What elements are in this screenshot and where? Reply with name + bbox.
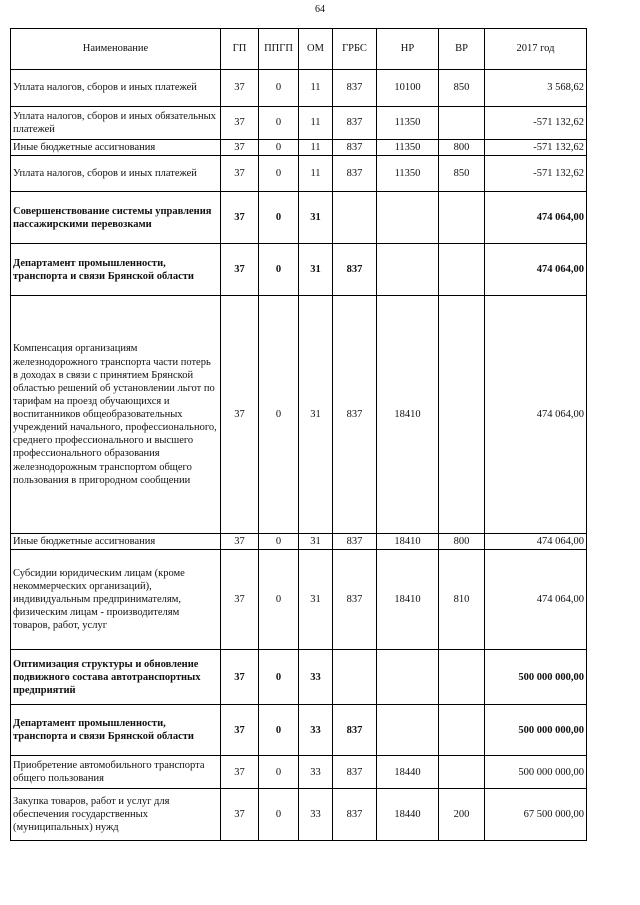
row-grbs: 837 — [333, 550, 377, 650]
row-np — [377, 705, 439, 756]
table-row — [11, 107, 587, 140]
budget-table — [10, 28, 587, 841]
row-pgp: 0 — [259, 534, 299, 550]
table-header-row — [11, 29, 587, 70]
row-amount: 500 000 000,00 — [485, 650, 587, 705]
row-name: Компенсация организациям железнодорожного транспорта части потерь в доходах в связи с принятием Брянской областью решений об установлении льгот по тарифам на проезд обучающихся и воспитанников общеобразовательных учреждений начального, профессионального, среднего профессионального и высшего профессионального образования железнодорожным транспортом общего пользования в пригородном сообщении — [11, 296, 221, 534]
row-name: Уплата налогов, сборов и иных платежей — [11, 70, 221, 107]
row-vr: 810 — [439, 550, 485, 650]
row-pgp: 0 — [259, 107, 299, 140]
row-gp: 37 — [221, 756, 259, 789]
row-vr — [439, 244, 485, 296]
row-pgp: 0 — [259, 650, 299, 705]
row-vr: 200 — [439, 789, 485, 841]
row-om: 33 — [299, 705, 333, 756]
table-row — [11, 156, 587, 192]
row-np: 11350 — [377, 156, 439, 192]
row-grbs: 837 — [333, 296, 377, 534]
row-name: Иные бюджетные ассигнования — [11, 140, 221, 156]
row-gp: 37 — [221, 705, 259, 756]
table-row — [11, 192, 587, 244]
row-pgp: 0 — [259, 192, 299, 244]
table-row — [11, 140, 587, 156]
row-gp: 37 — [221, 550, 259, 650]
table-row — [11, 789, 587, 841]
row-gp: 37 — [221, 70, 259, 107]
row-grbs — [333, 650, 377, 705]
row-pgp: 0 — [259, 70, 299, 107]
row-grbs — [333, 192, 377, 244]
row-np: 18440 — [377, 756, 439, 789]
table-row — [11, 756, 587, 789]
row-grbs: 837 — [333, 140, 377, 156]
row-np: 11350 — [377, 107, 439, 140]
header-np: НР — [377, 29, 439, 70]
row-pgp: 0 — [259, 705, 299, 756]
row-amount: 474 064,00 — [485, 550, 587, 650]
row-vr: 800 — [439, 140, 485, 156]
row-vr: 850 — [439, 156, 485, 192]
table-row — [11, 244, 587, 296]
row-om: 31 — [299, 192, 333, 244]
row-np: 18410 — [377, 296, 439, 534]
header-gp: ГП — [221, 29, 259, 70]
row-pgp: 0 — [259, 789, 299, 841]
row-om: 31 — [299, 534, 333, 550]
row-amount: -571 132,62 — [485, 156, 587, 192]
row-om: 11 — [299, 107, 333, 140]
row-om: 11 — [299, 70, 333, 107]
row-om: 31 — [299, 296, 333, 534]
header-vr: ВР — [439, 29, 485, 70]
row-np: 10100 — [377, 70, 439, 107]
row-om: 31 — [299, 244, 333, 296]
header-grbs: ГРБС — [333, 29, 377, 70]
row-np — [377, 192, 439, 244]
row-pgp: 0 — [259, 550, 299, 650]
row-gp: 37 — [221, 140, 259, 156]
row-vr — [439, 107, 485, 140]
row-pgp: 0 — [259, 156, 299, 192]
header-om: ОМ — [299, 29, 333, 70]
row-vr — [439, 650, 485, 705]
row-name: Субсидии юридическим лицам (кроме некоммерческих организаций), индивидуальным предпринимателям, физическим лицам - производителям товаров, работ, услуг — [11, 550, 221, 650]
row-np — [377, 244, 439, 296]
row-vr — [439, 192, 485, 244]
row-pgp: 0 — [259, 140, 299, 156]
row-grbs: 837 — [333, 156, 377, 192]
row-grbs: 837 — [333, 789, 377, 841]
row-amount: -571 132,62 — [485, 140, 587, 156]
row-amount: 500 000 000,00 — [485, 756, 587, 789]
row-grbs: 837 — [333, 107, 377, 140]
row-vr — [439, 756, 485, 789]
row-om: 33 — [299, 789, 333, 841]
header-name: Наименование — [11, 29, 221, 70]
row-om: 11 — [299, 156, 333, 192]
row-np: 11350 — [377, 140, 439, 156]
row-grbs: 837 — [333, 244, 377, 296]
row-pgp: 0 — [259, 756, 299, 789]
row-grbs: 837 — [333, 534, 377, 550]
row-pgp: 0 — [259, 296, 299, 534]
row-amount: 474 064,00 — [485, 244, 587, 296]
table-row — [11, 550, 587, 650]
row-name: Приобретение автомобильного транспорта общего пользования — [11, 756, 221, 789]
row-gp: 37 — [221, 192, 259, 244]
row-name: Департамент промышленности, транспорта и связи Брянской области — [11, 705, 221, 756]
row-vr: 850 — [439, 70, 485, 107]
row-grbs: 837 — [333, 756, 377, 789]
row-vr — [439, 296, 485, 534]
row-amount: 474 064,00 — [485, 192, 587, 244]
row-vr — [439, 705, 485, 756]
row-gp: 37 — [221, 534, 259, 550]
row-name: Оптимизация структуры и обновление подвижного состава автотранспортных предприятий — [11, 650, 221, 705]
row-gp: 37 — [221, 296, 259, 534]
header-year: 2017 год — [485, 29, 587, 70]
row-om: 31 — [299, 550, 333, 650]
row-name: Уплата налогов, сборов и иных платежей — [11, 156, 221, 192]
row-np: 18410 — [377, 550, 439, 650]
row-om: 11 — [299, 140, 333, 156]
table-row — [11, 705, 587, 756]
row-grbs: 837 — [333, 70, 377, 107]
header-pgp: ППГП — [259, 29, 299, 70]
row-om: 33 — [299, 756, 333, 789]
page-number: 64 — [315, 4, 325, 15]
row-name: Иные бюджетные ассигнования — [11, 534, 221, 550]
row-gp: 37 — [221, 107, 259, 140]
row-amount: 500 000 000,00 — [485, 705, 587, 756]
table-row — [11, 534, 587, 550]
row-grbs: 837 — [333, 705, 377, 756]
row-gp: 37 — [221, 156, 259, 192]
table-row — [11, 70, 587, 107]
row-name: Закупка товаров, работ и услуг для обеспечения государственных (муниципальных) нужд — [11, 789, 221, 841]
row-gp: 37 — [221, 650, 259, 705]
row-amount: 474 064,00 — [485, 296, 587, 534]
row-amount: -571 132,62 — [485, 107, 587, 140]
row-np — [377, 650, 439, 705]
row-pgp: 0 — [259, 244, 299, 296]
row-np: 18410 — [377, 534, 439, 550]
row-gp: 37 — [221, 789, 259, 841]
row-amount: 67 500 000,00 — [485, 789, 587, 841]
row-amount: 3 568,62 — [485, 70, 587, 107]
table-row — [11, 650, 587, 705]
row-name: Уплата налогов, сборов и иных обязательных платежей — [11, 107, 221, 140]
row-vr: 800 — [439, 534, 485, 550]
row-gp: 37 — [221, 244, 259, 296]
table-row — [11, 296, 587, 534]
row-amount: 474 064,00 — [485, 534, 587, 550]
row-name: Совершенствование системы управления пассажирскими перевозками — [11, 192, 221, 244]
row-om: 33 — [299, 650, 333, 705]
row-np: 18440 — [377, 789, 439, 841]
row-name: Департамент промышленности, транспорта и связи Брянской области — [11, 244, 221, 296]
